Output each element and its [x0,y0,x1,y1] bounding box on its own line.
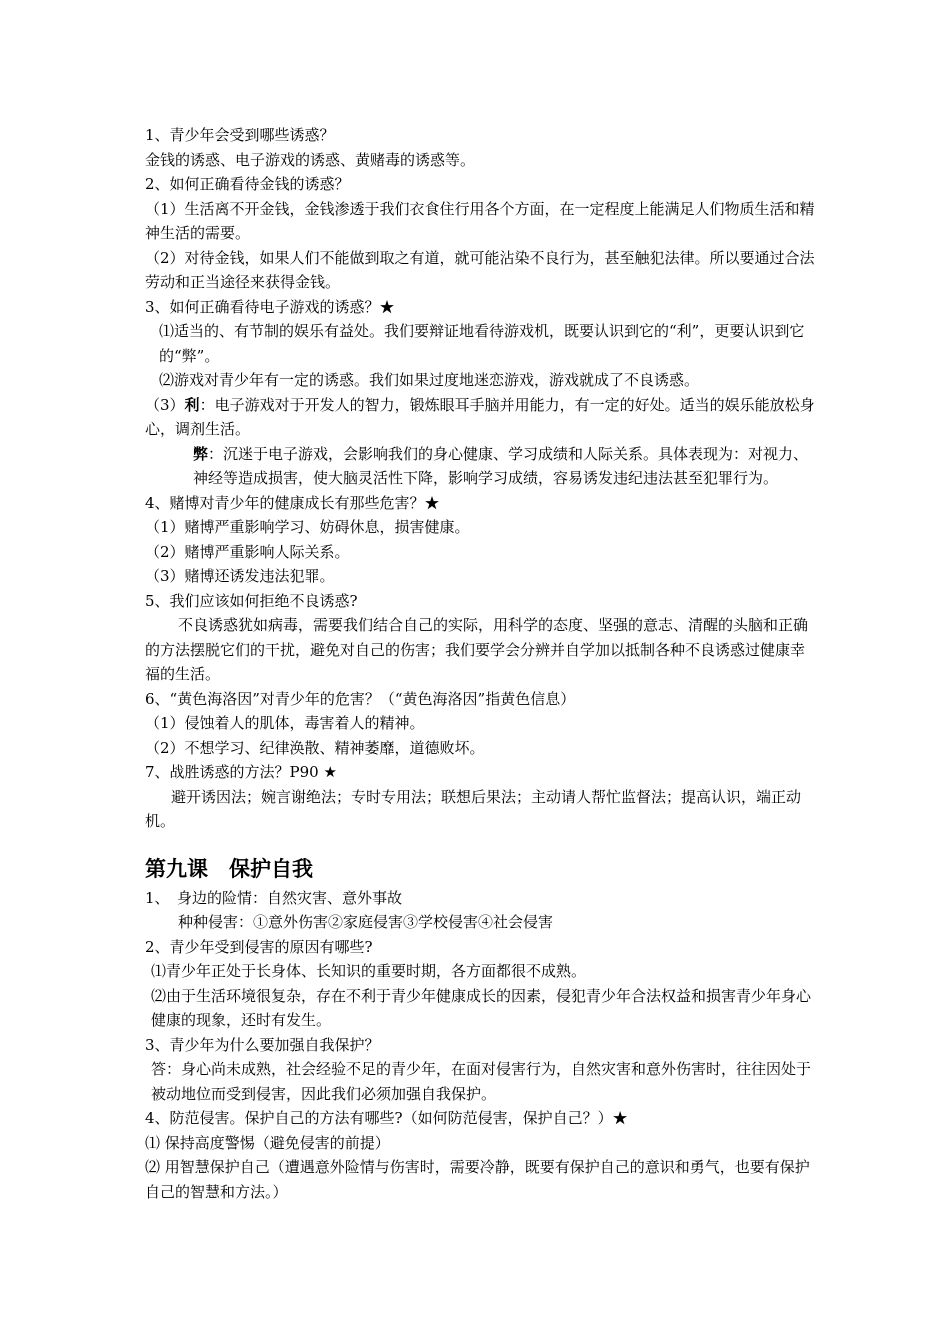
section-2: 2、青少年受到侵害的原因有哪些? [145,937,373,956]
benefit-text: ：电子游戏对于开发人的智力，锻炼眼耳手脑并用能力，有一定的好处。适当的娱乐能放松身心，调剂生活。 [145,395,815,438]
answer-2-point-2: （2）对待金钱，如果人们不能做到取之有道，就可能沾染不良行为，甚至触犯法律。所以要通过合法劳动和正当途径来获得金钱。 [145,248,815,291]
question-1: 1、青少年会受到哪些诱惑？ [145,126,335,144]
question-5: 5、我们应该如何拒绝不良诱惑? [145,591,358,610]
section-4: 4、防范侵害。保护自己的方法有哪些?（如何防范侵害，保护自己？）★ [145,1109,628,1127]
question-4: 4、赌博对青少年的健康成长有那些危害？★ [145,493,440,512]
benefit-label: 利 [184,395,200,414]
question-7: 7、战胜诱惑的方法？P90 ★ [145,763,337,781]
section-3-answer: 答：身心尚未成熟，社会经验不足的青少年，在面对侵害行为，自然灾害和意外伤害时，往往因处于被动地位而受到侵害，因此我们必须加强自我保护。 [151,1060,812,1103]
lesson-heading: 第九课 保护自我 [145,856,313,881]
answer-3-point-4 [145,442,817,491]
answer-6-point-2: （2）不想学习、纪律涣散、精神萎靡，道德败坏。 [145,738,485,757]
harm-label: 弊 [193,444,209,463]
section-4-point-2: ⑵ 用智慧保护自己（遭遇意外险情与伤害时，需要冷静，既要有保护自己的意识和勇气，也要有保护自己的智慧和方法。） [145,1158,810,1201]
answer-1: 金钱的诱惑、电子游戏的诱惑、黄赌毒的诱惑等。 [145,150,476,169]
answer-5: 不良诱惑犹如病毒，需要我们结合自己的实际，用科学的态度、坚强的意志、清醒的头脑和正确的方法摆脱它们的干扰，避免对自己的伤害；我们要学会分辨并自学加以抵制各种不良诱惑过健康幸福的生活。 [145,616,809,683]
answer-6-point-1: （1）侵蚀着人的肌体，毒害着人的精神。 [145,714,425,732]
question-6: 6、“黄色海洛因”对青少年的危害？（“黄色海洛因”指黄色信息） [145,689,576,708]
answer-4-point-3: （3）赌博还诱发违法犯罪。 [145,567,335,585]
question-2: 2、如何正确看待金钱的诱惑？ [145,175,350,193]
document-body [145,123,817,1204]
answer-3-point-3 [145,393,817,442]
answer-7: 避开诱因法；婉言谢绝法；专时专用法；联想后果法；主动请人帮忙监督法；提高认识，端正动机。 [145,787,802,830]
section-3: 3、青少年为什么要加强自我保护？ [145,1035,380,1054]
section-2-point-1: ⑴青少年正处于长身体、长知识的重要时期，各方面都很不成熟。 [151,962,587,980]
question-3: 3、如何正确看待电子游戏的诱惑？★ [145,297,395,316]
answer-3-point-3-prefix: （3） [145,395,185,414]
section-1: 1、 身边的险情：自然灾害、意外事故 [145,888,403,907]
section-1-infringements: 种种侵害：①意外伤害②家庭侵害③学校侵害④社会侵害 [178,913,554,931]
harm-text: ：沉迷于电子游戏，会影响我们的身心健康、学习成绩和人际关系。具体表现为：对视力、神经等造成损害，使大脑灵活性下降，影响学习成绩，容易诱发违纪违法甚至犯罪行为。 [193,444,809,487]
answer-2-point-1: （1）生活离不开金钱，金钱渗透于我们衣食住行用各个方面，在一定程度上能满足人们物质生活和精神生活的需要。 [145,199,815,242]
section-4-point-1: ⑴ 保持高度警惕（避免侵害的前提） [145,1133,390,1152]
answer-3-point-1: ⑴适当的、有节制的娱乐有益处。我们要辩证地看待游戏机，既要认识到它的“利”，更要认识到它的“弊”。 [159,322,805,365]
section-2-point-2: ⑵由于生活环境很复杂，存在不利于青少年健康成长的因素，侵犯青少年合法权益和损害青少年身心健康的现象，还时有发生。 [151,986,812,1029]
answer-4-point-1: （1）赌博严重影响学习、妨碍休息，损害健康。 [145,518,470,536]
answer-4-point-2: （2）赌博严重影响人际关系。 [145,542,350,561]
answer-3-point-2: ⑵游戏对青少年有一定的诱惑。我们如果过度地迷恋游戏，游戏就成了不良诱惑。 [159,371,700,389]
